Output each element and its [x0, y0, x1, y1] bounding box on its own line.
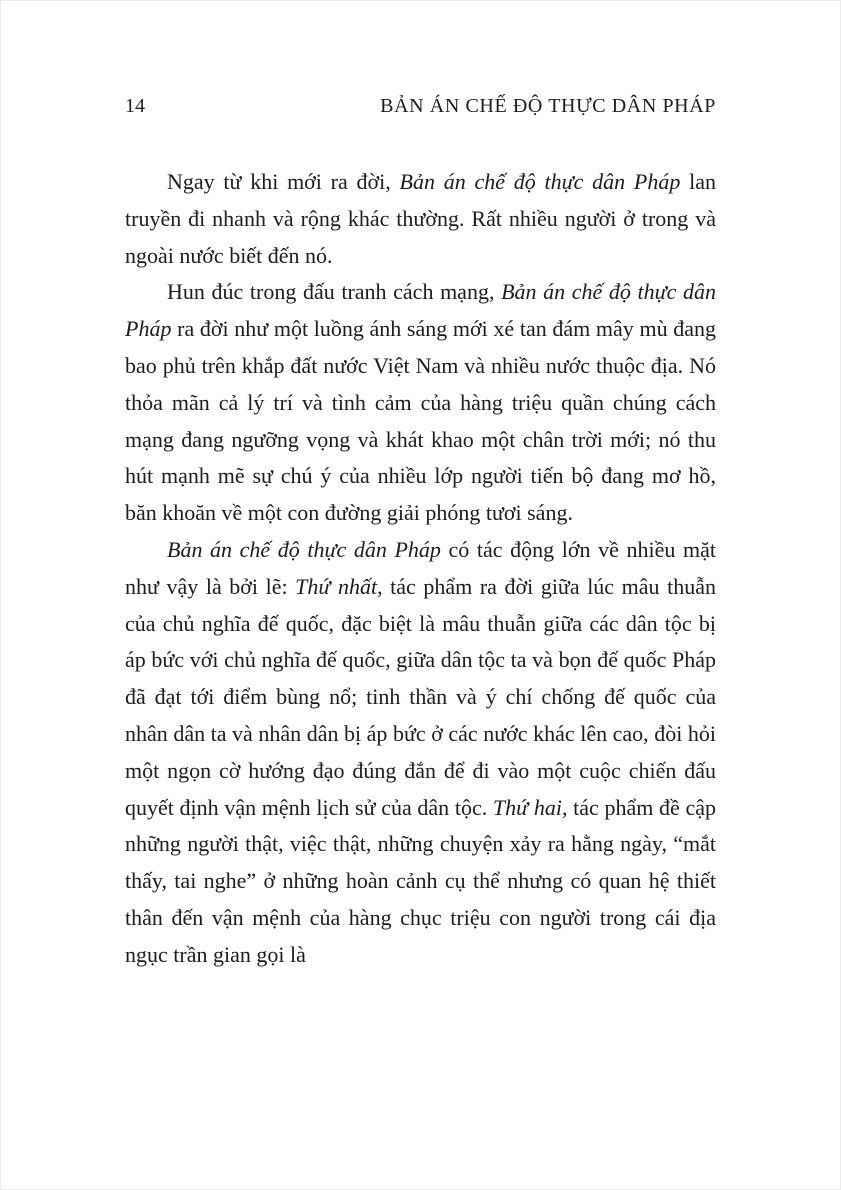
italic-text-segment: Bản án chế độ thực dân Pháp: [125, 279, 716, 342]
text-segment: có tác động lớn về nhiều mặt như vậy là bởi lẽ:: [125, 536, 716, 599]
text-segment: lan truyền đi nhanh và rộng khác thường. Rất nhiều người ở trong và ngoài nước biết đến nó.: [125, 169, 716, 268]
text-segment: , tác phẩm ra đời giữa lúc mâu thuẫn của chủ nghĩa đế quốc, đặc biệt là mâu thuẫn giữa các dân tộc bị áp bức với chủ nghĩa đế quốc, giữa dân tộc ta và bọn đế quốc Pháp đã đạt tới điểm bùng nổ; tinh thần và ý chí chống đế quốc của nhân dân ta và nhân dân bị áp bức ở các nước khác lên cao, đòi hỏi một ngọn cờ hướng đạo đúng đắn để đi vào một cuộc chiến đấu quyết định vận mệnh lịch sử của dân tộc.: [125, 573, 716, 820]
italic-text-segment: Thứ nhất: [295, 573, 378, 599]
italic-text-segment: Bản án chế độ thực dân Pháp: [399, 169, 681, 194]
italic-text-segment: Bản án chế độ thực dân Pháp: [167, 536, 441, 562]
text-segment: ra đời như một luồng ánh sáng mới xé tan đám mây mù đang bao phủ trên khắp đất nước Việt Nam và nhiều nước thuộc địa. Nó thỏa mãn cả lý trí và tình cảm của hàng triệu quần chúng cách mạng đang ngưỡng vọng và khát khao một chân trời mới; nó thu hút mạnh mẽ sự chú ý của nhiều lớp người tiến bộ đang mơ hồ, băn khoăn về một con đường giải phóng tươi sáng.: [125, 316, 716, 526]
paragraph: [125, 274, 716, 532]
text-segment: Hun đúc trong đấu tranh cách mạng,: [167, 279, 502, 305]
page-number: 14: [125, 95, 145, 117]
running-header: [1, 93, 840, 119]
running-title: BẢN ÁN CHẾ ĐỘ THỰC DÂN PHÁP: [380, 95, 716, 117]
paragraph: [125, 164, 716, 274]
italic-text-segment: Thứ hai: [492, 794, 562, 820]
paragraph: [125, 532, 716, 974]
text-segment: , tác phẩm đề cập những người thật, việc thật, những chuyện xảy ra hằng ngày, “mắt thấy, tai nghe” ở những hoàn cảnh cụ thể nhưng có quan hệ thiết thân đến vận mệnh của hàng chục triệu con người trong cái địa ngục trần gian gọi là: [125, 794, 716, 967]
body-text: [1, 164, 840, 974]
text-segment: Ngay từ khi mới ra đời,: [167, 169, 400, 194]
